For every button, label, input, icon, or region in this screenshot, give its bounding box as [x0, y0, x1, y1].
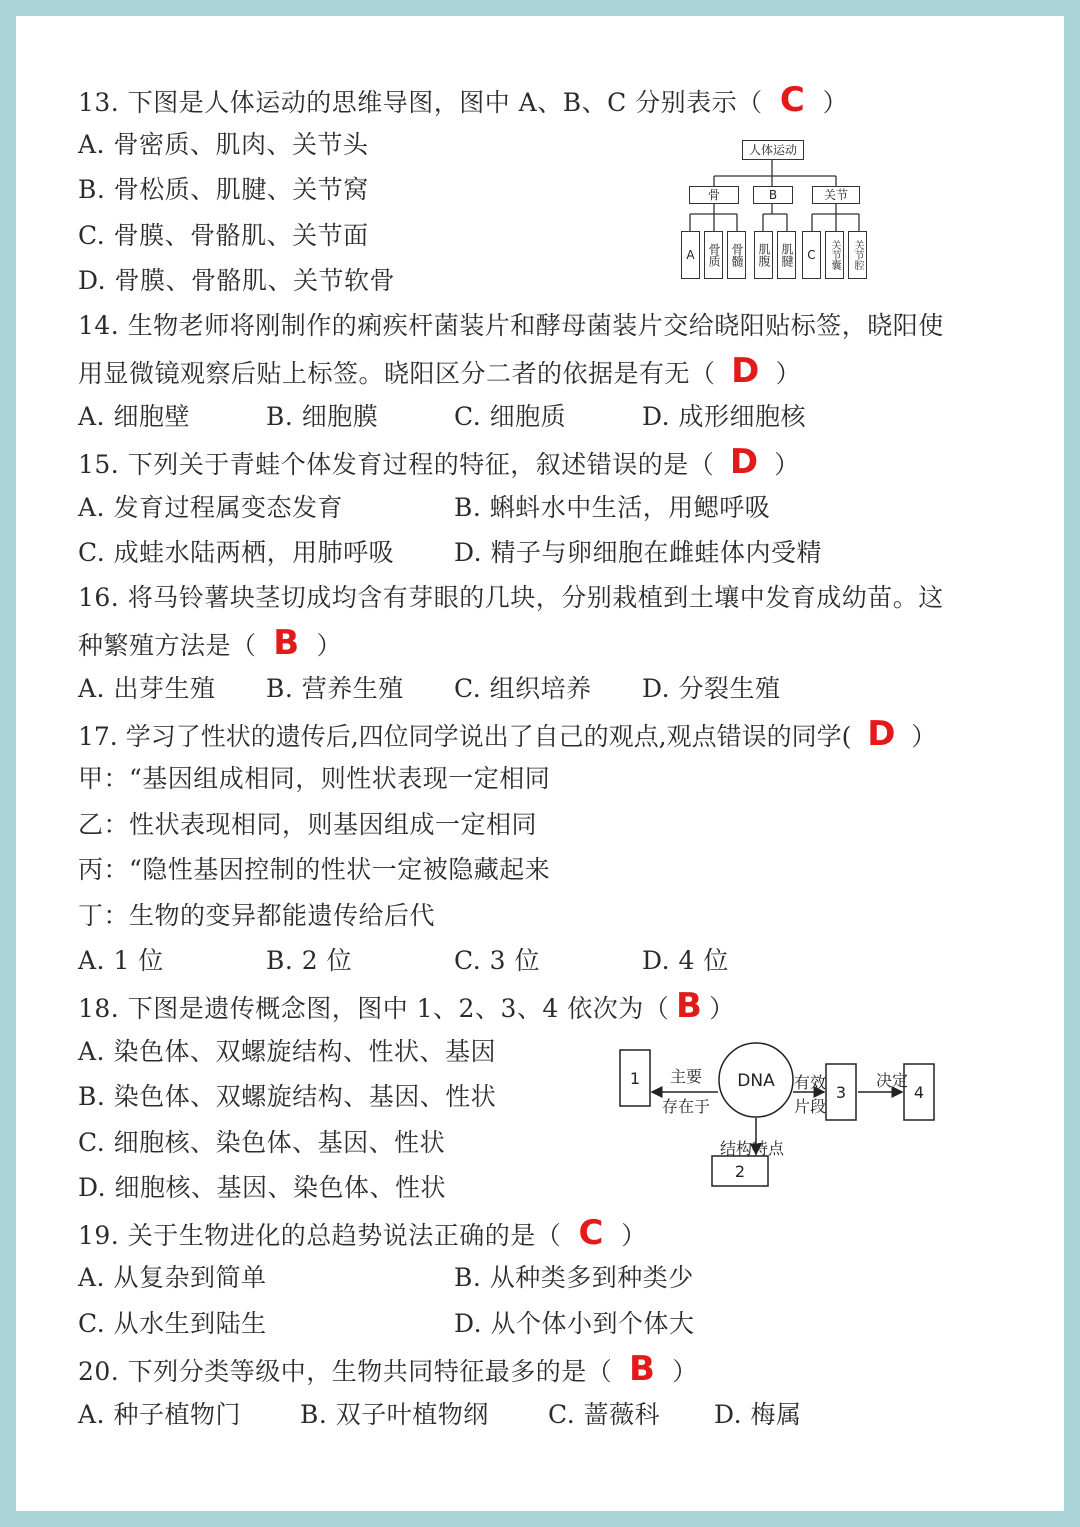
q14-stem-line2: 用显微镜观察后贴上标签。晓阳区分二者的依据是有无（ D ） — [78, 351, 802, 391]
q16-stem-line1: 16. 将马铃薯块茎切成均含有芽眼的几块，分别栽植到土壤中发育成幼苗。这 — [78, 583, 944, 612]
q14-answer: D — [731, 351, 760, 391]
q19-option-b: B. 从种类多到种类少 — [454, 1263, 694, 1292]
q15-stem: 15. 下列关于青蛙个体发育过程的特征，叙述错误的是（ D ） — [78, 442, 800, 482]
q13-option-d: D. 骨膜、骨骼肌、关节软骨 — [78, 266, 396, 295]
mind-map-leaf-joint-capsule: 关节囊 — [825, 231, 844, 279]
q17-statement-ding: 丁：生物的变异都能遗传给后代 — [78, 901, 436, 930]
label-structure-feature: 结构特点 — [720, 1139, 785, 1158]
q19-stem: 19. 关于生物进化的总趋势说法正确的是（ C ） — [78, 1213, 647, 1253]
mind-map-leaf-marrow: 骨髓 — [727, 231, 746, 279]
mind-map-leaf-tendon: 肌腱 — [777, 231, 796, 279]
q19-option-d: D. 从个体小到个体大 — [454, 1309, 695, 1338]
q13-option-a: A. 骨密质、肌肉、关节头 — [78, 130, 369, 159]
mind-map-leaf-joint-cavity: 关节腔 — [848, 231, 867, 279]
q16-option-d: D. 分裂生殖 — [642, 674, 781, 703]
mind-map-leaf-muscle-belly: 肌腹 — [754, 231, 773, 279]
mind-map-bone: 骨 — [689, 186, 739, 204]
q17-option-c: C. 3 位 — [454, 946, 540, 975]
label-exist-in: 存在于 — [662, 1097, 711, 1116]
q16-option-a: A. 出芽生殖 — [78, 674, 216, 703]
mind-map-diagram — [681, 136, 881, 286]
q18-option-d: D. 细胞核、基因、染色体、性状 — [78, 1173, 447, 1202]
q18-option-c: C. 细胞核、染色体、基因、性状 — [78, 1128, 446, 1157]
exam-page — [16, 16, 1064, 1511]
q17-option-d: D. 4 位 — [642, 946, 729, 975]
concept-box-4-label: 4 — [913, 1083, 925, 1102]
q17-statement-jia: 甲：“基因组成相同，则性状表现一定相同 — [78, 764, 551, 793]
q20-option-b: B. 双子叶植物纲 — [300, 1400, 489, 1429]
q13-option-c: C. 骨膜、骨骼肌、关节面 — [78, 221, 369, 250]
q14-option-b: B. 细胞膜 — [266, 402, 379, 431]
q20-option-d: D. 梅属 — [714, 1400, 802, 1429]
mind-map-leaf-a: A — [681, 231, 700, 279]
q14-option-c: C. 细胞质 — [454, 402, 567, 431]
q14-option-a: A. 细胞壁 — [78, 402, 190, 431]
q13-stem: 13. 下图是人体运动的思维导图，图中 A、B、C 分别表示（ C ） — [78, 80, 849, 120]
q15-option-c: C. 成蛙水陆两栖，用肺呼吸 — [78, 538, 395, 567]
q14-option-d: D. 成形细胞核 — [642, 402, 807, 431]
q20-stem: 20. 下列分类等级中，生物共同特征最多的是（ B ） — [78, 1349, 698, 1389]
genetics-concept-diagram — [614, 1038, 944, 1190]
q18-option-a: A. 染色体、双螺旋结构、性状、基因 — [78, 1037, 496, 1066]
q16-option-b: B. 营养生殖 — [266, 674, 404, 703]
concept-box-2-label: 2 — [734, 1162, 746, 1181]
q19-answer: C — [578, 1213, 604, 1253]
q17-option-b: B. 2 位 — [266, 946, 353, 975]
mind-map-b: B — [753, 186, 793, 204]
q20-answer: B — [629, 1349, 656, 1389]
mind-map-root: 人体运动 — [742, 140, 804, 160]
dna-label: DNA — [737, 1071, 775, 1091]
q13-option-b: B. 骨松质、肌腱、关节窝 — [78, 175, 369, 204]
q17-statement-bing: 丙：“隐性基因控制的性状一定被隐藏起来 — [78, 855, 551, 884]
label-effective-2: 片段 — [794, 1097, 827, 1116]
q20-option-c: C. 蔷薇科 — [548, 1400, 661, 1429]
concept-box-3-label: 3 — [835, 1083, 847, 1102]
q18-stem: 18. 下图是遗传概念图，图中 1、2、3、4 依次为（ B ） — [78, 986, 735, 1026]
label-decide: 决定 — [876, 1071, 909, 1090]
q20-option-a: A. 种子植物门 — [78, 1400, 241, 1429]
q17-option-a: A. 1 位 — [78, 946, 164, 975]
q18-option-b: B. 染色体、双螺旋结构、基因、性状 — [78, 1082, 497, 1111]
q16-answer: B — [273, 623, 300, 663]
q16-stem-line2: 种繁殖方法是（ B ） — [78, 623, 343, 663]
q19-option-a: A. 从复杂到简单 — [78, 1263, 267, 1292]
q17-statement-yi: 乙：性状表现相同，则基因组成一定相同 — [78, 810, 538, 839]
q17-stem: 17. 学习了性状的遗传后,四位同学说出了自己的观点,观点错误的同学( D ） — [78, 714, 937, 754]
mind-map-leaf-c: C — [802, 231, 821, 279]
q15-answer: D — [729, 442, 759, 482]
concept-box-1-label: 1 — [629, 1069, 641, 1088]
q15-option-a: A. 发育过程属变态发育 — [78, 493, 343, 522]
q16-option-c: C. 组织培养 — [454, 674, 592, 703]
q17-answer: D — [867, 714, 896, 754]
q15-option-d: D. 精子与卵细胞在雌蛙体内受精 — [454, 538, 823, 567]
q19-option-c: C. 从水生到陆生 — [78, 1309, 267, 1338]
q18-answer: B — [676, 986, 703, 1026]
q14-stem-line1: 14. 生物老师将刚制作的痢疾杆菌装片和酵母菌装片交给晓阳贴标签，晓阳使 — [78, 311, 944, 340]
q13-answer: C — [779, 80, 806, 120]
q15-option-b: B. 蝌蚪水中生活，用鳃呼吸 — [454, 493, 771, 522]
mind-map-leaf-bone-substance: 骨质 — [704, 231, 723, 279]
mind-map-joint: 关节 — [812, 186, 860, 204]
label-effective-1: 有效 — [794, 1073, 827, 1092]
label-main: 主要 — [670, 1067, 703, 1086]
